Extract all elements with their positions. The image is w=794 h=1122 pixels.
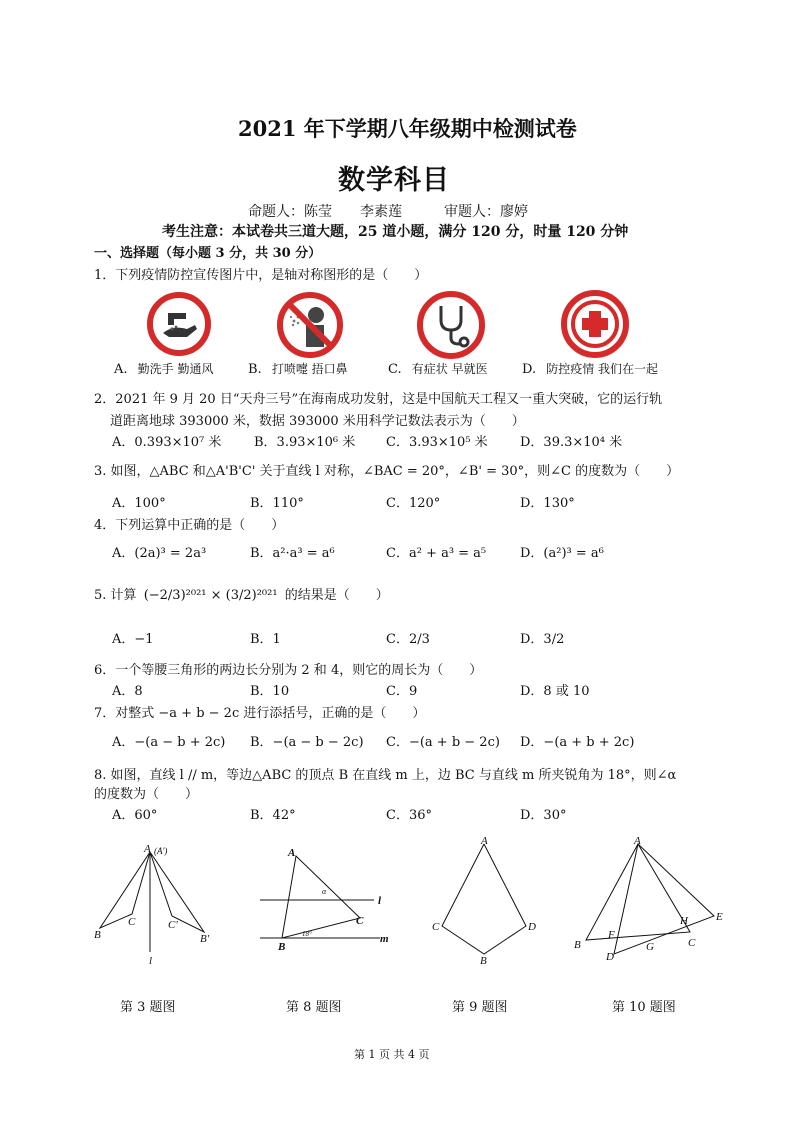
fig10-label-b: B: [574, 939, 581, 951]
fig9-label-c: C: [432, 921, 440, 933]
exam-notice: 考生注意：本试卷共三道大题，25 道小题，满分 120 分，时量 120 分钟: [162, 224, 629, 240]
stethoscope-icon: [416, 290, 486, 360]
fig10-label-e: E: [716, 911, 723, 923]
fig10-label-g: G: [646, 941, 654, 953]
fig10-label-c: C: [688, 937, 696, 949]
q8-option-c[interactable]: C．36°: [386, 808, 432, 823]
figure-9: [428, 836, 538, 966]
fig8-label-l: l: [378, 895, 382, 907]
q4-stem: 4．下列运算中正确的是（ ）: [94, 518, 285, 533]
q5-option-d[interactable]: D．3/2: [520, 632, 565, 647]
fig3-label-b2: B': [200, 933, 210, 945]
fig9-label-b: B: [480, 955, 487, 967]
q8-stem-line1: 8. 如图，直线 l // m，等边△ABC 的顶点 B 在直线 m 上，边 BC 与直线 m 所夹锐角为 18°，则∠α: [94, 768, 677, 783]
fig10-label-f: F: [608, 929, 615, 941]
q3-option-d[interactable]: D．130°: [520, 496, 575, 511]
medical-cross-icon: [560, 289, 630, 359]
subject-title: 数学科目: [338, 165, 450, 196]
q5-option-a[interactable]: A．−1: [112, 632, 154, 647]
q1-option-b[interactable]: [248, 360, 348, 377]
q5-stem-suffix: 的结果是（ ）: [284, 588, 389, 603]
q1-option-d[interactable]: [522, 360, 658, 377]
q3-option-c[interactable]: C．120°: [386, 496, 441, 511]
q5-option-b[interactable]: B．1: [250, 632, 281, 647]
figure-8: [252, 842, 402, 962]
q1-option-b-caption: 打喷嚏 捂口鼻: [271, 362, 348, 376]
q5-stem-prefix: 5. 计算: [94, 588, 137, 603]
fig9-label-d: D: [528, 921, 536, 933]
q2-stem-line1: 2．2021 年 9 月 20 日“天舟三号”在海南成功发射，这是中国航天工程又一重大突破，它的运行轨: [94, 392, 663, 407]
q4-option-d[interactable]: D．(a²)³ = a⁶: [520, 546, 604, 561]
authors-line: 命题人：陈莹 李素莲 审题人：廖婷: [248, 204, 528, 220]
q3-option-b[interactable]: B．110°: [250, 496, 304, 511]
q8-option-d[interactable]: D．30°: [520, 808, 567, 823]
figure-10: [570, 836, 740, 966]
q6-option-b[interactable]: B．10: [250, 684, 290, 699]
no-sneeze-icon: [276, 291, 344, 359]
fig8-label-a: A: [288, 847, 296, 859]
figure-3-caption: 第 3 题图: [120, 1000, 176, 1015]
q7-option-c[interactable]: C．−(a + b − 2c): [386, 735, 500, 750]
q4-option-a[interactable]: A．(2a)³ = 2a³: [112, 546, 207, 561]
q5-option-c[interactable]: C．2/3: [386, 632, 430, 647]
q2-option-a[interactable]: A．0.393×10⁷ 米: [112, 435, 222, 450]
exam-title: 2021 年下学期八年级期中检测试卷: [238, 116, 577, 141]
fig3-label-l: l: [149, 955, 153, 967]
fig3-label-c: C: [128, 916, 136, 928]
q6-stem: 6．一个等腰三角形的两边长分别为 2 和 4，则它的周长为（ ）: [94, 663, 483, 678]
q1-option-a[interactable]: [114, 360, 214, 377]
q6-option-a[interactable]: A．8: [112, 684, 143, 699]
q1-option-d-letter: D.: [522, 362, 537, 377]
q7-option-a[interactable]: A．−(a − b + 2c): [112, 735, 226, 750]
fig10-label-h: H: [680, 915, 688, 927]
figure-9-caption: 第 9 题图: [452, 1000, 508, 1015]
q7-option-b[interactable]: B．−(a − b − 2c): [250, 735, 364, 750]
fig8-label-alpha: α: [322, 887, 327, 896]
q2-option-b[interactable]: B．3.93×10⁶ 米: [254, 435, 356, 450]
q4-option-b[interactable]: B．a²·a³ = a⁶: [250, 546, 335, 561]
q1-option-c-letter: C.: [388, 362, 402, 377]
section-heading: 一、选择题（每小题 3 分，共 30 分）: [94, 246, 322, 261]
fig8-label-c: C: [356, 915, 364, 927]
q7-stem: 7．对整式 −a + b − 2c 进行添括号，正确的是（ ）: [94, 706, 426, 721]
fig3-label-a2: (A'): [154, 846, 168, 856]
q8-option-a[interactable]: A．60°: [112, 808, 158, 823]
figure-8-caption: 第 8 题图: [286, 1000, 342, 1015]
fig9-label-a: A: [481, 835, 488, 847]
q2-option-c[interactable]: C．3.93×10⁵ 米: [386, 435, 488, 450]
q8-stem-line2: 的度数为（ ）: [94, 787, 199, 802]
figure-3: [92, 840, 222, 970]
fig10-label-d: D: [606, 951, 614, 963]
fig8-label-b: B: [278, 941, 286, 953]
q1-option-a-caption: 勤洗手 勤通风: [137, 362, 214, 376]
q5-stem: [94, 584, 389, 603]
figure-10-caption: 第 10 题图: [612, 1000, 676, 1015]
fig3-label-a: A: [144, 843, 151, 855]
hand-wash-icon: [146, 291, 212, 357]
q5-stem-expr: (−2/3)²⁰²¹ × (3/2)²⁰²¹: [143, 588, 278, 603]
q8-option-b[interactable]: B．42°: [250, 808, 296, 823]
q1-option-b-letter: B.: [248, 362, 262, 377]
q1-option-c-caption: 有症状 早就医: [411, 362, 488, 376]
fig8-label-angle: 18°: [302, 930, 312, 938]
q6-option-c[interactable]: C．9: [386, 684, 418, 699]
fig3-label-b: B: [94, 929, 101, 941]
q6-option-d[interactable]: D．8 或 10: [520, 684, 590, 699]
page-footer: 第 1 页 共 4 页: [354, 1048, 430, 1061]
q4-option-c[interactable]: C．a² + a³ = a⁵: [386, 546, 487, 561]
q2-stem-line2: 道距离地球 393000 米，数据 393000 米用科学记数法表示为（ ）: [110, 414, 525, 429]
q7-option-d[interactable]: D．−(a + b + 2c): [520, 735, 635, 750]
q2-option-d[interactable]: D．39.3×10⁴ 米: [520, 435, 623, 450]
fig3-label-c2: C': [168, 919, 178, 931]
q3-stem: 3. 如图，△ABC 和△A'B'C' 关于直线 l 对称，∠BAC = 20°，∠B' = 30°，则∠C 的度数为（ ）: [94, 464, 680, 479]
q1-stem: 1．下列疫情防控宣传图片中，是轴对称图形的是（ ）: [94, 268, 428, 283]
q1-option-c[interactable]: [388, 360, 488, 377]
q1-option-a-letter: A.: [114, 362, 128, 377]
q3-option-a[interactable]: A．100°: [112, 496, 166, 511]
fig8-label-m: m: [380, 933, 389, 945]
fig10-label-a: A: [634, 835, 641, 847]
q1-option-d-caption: 防控疫情 我们在一起: [546, 362, 659, 376]
